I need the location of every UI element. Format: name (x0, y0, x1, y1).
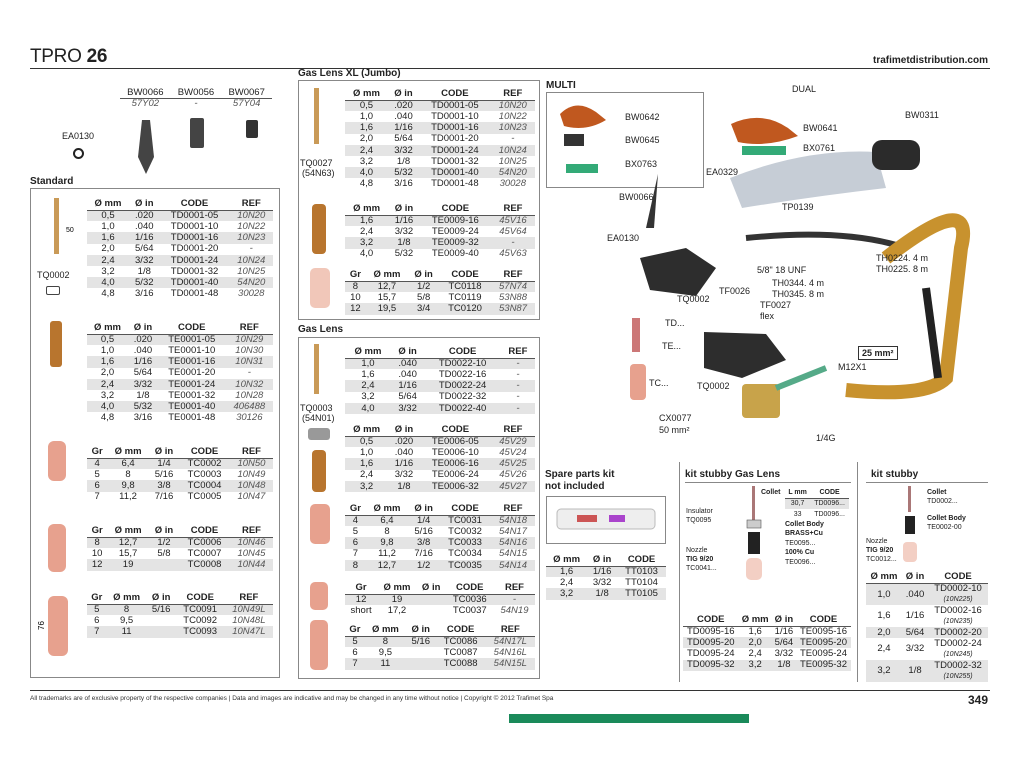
nozzle-icon (630, 364, 646, 400)
part-label: BX0763 (625, 159, 658, 169)
standard-collet-table: Ø mm Ø in CODE REF 0,5 .020 TE0001-05 10N29 1,0 .040 TE0001-10 10N30 1,6 1/16 TE0001-16 10N31 2,0 5/64 TE0001-20 - 2,4 3/32 TE0001-24 10N32 3,2 1/8 TE0001-32 10N28 4,0 5/32 TE0001-40 406488 4,8 3/16 TE0001-48 30126 (87, 322, 273, 424)
collet-body-icon (50, 321, 62, 367)
kitstub-collet: Collet (927, 489, 947, 496)
standard-images (37, 196, 80, 666)
gaslens-nozzle-table-2: Gr Ø mm Ø in CODE REF 12 19 TC0036 - short 17,2 TC0037 54N19 (345, 582, 535, 616)
part-label: TD... (665, 318, 685, 328)
dual-label: DUAL (792, 84, 817, 94)
switch-icon (564, 134, 584, 146)
page-number: 349 (967, 693, 988, 707)
jumbo-nozzle-table: Gr Ø mm Ø in CODE REF 8 12,7 1/2 TC0118 57N74 10 15,7 5/8 TC0119 53N88 12 19,5 3/4 TC0120 53N87 (345, 269, 535, 315)
part-label: BX0761 (803, 143, 836, 153)
part-label: TQ0002 (677, 294, 710, 304)
kitgas-body4: 100% Cu (785, 549, 815, 556)
spare-table: Ø mm Ø in CODE 1,6 1/16 TT0103 2,4 3/32 TT0104 3,2 1/8 TT0105 (546, 554, 666, 600)
length-76-label: 76 (37, 621, 46, 630)
kitstub-nozzle: Nozzle (866, 538, 888, 545)
part-label: TF0027 (760, 300, 792, 310)
nozzle-icon (48, 441, 66, 481)
divider (866, 482, 988, 483)
kitgas-body2: BRASS+Cu (785, 530, 823, 537)
cable-section-badge: 25 mm² (858, 346, 898, 360)
part-label: TH0224. 4 m (876, 253, 929, 263)
kitgas-insulator-code: TQ0095 (686, 517, 712, 524)
oring-icon (73, 148, 84, 159)
long-cap-icon (138, 120, 154, 174)
part-label: BW0641 (803, 123, 838, 133)
dual-handle-icon (731, 118, 798, 144)
divider (857, 462, 858, 682)
jumbo-electrode-table: Ø mm Ø in CODE REF 0,5 .020 TD0001-05 10N20 1,0 .040 TD0001-10 10N22 1,6 1/16 TD0001-16 10N23 2,0 5/64 TD0001-20 - 2,4 3/32 TD0001-24 10N24 3,2 1/8 TD0001-32 10N25 4,0 5/32 TD0001-40 54N20 4,8 3/16 TD0001-48 30028 (345, 88, 535, 190)
part-label: EA0329 (706, 167, 739, 177)
short-cap-icon (246, 120, 258, 138)
part-label: BW0066 (619, 192, 654, 202)
length-label: 50 (66, 227, 74, 234)
torch-head-icon (640, 248, 716, 296)
electrode-icon (632, 318, 640, 352)
insulator-icon (308, 428, 330, 440)
connector-icon (742, 384, 780, 418)
kitgas-body: Collet Body (785, 521, 824, 528)
part-label: 5/8" 18 UNF (757, 265, 807, 275)
part-label: TH0225. 8 m (876, 264, 929, 274)
kitstub-collet-code: TD0002... (927, 498, 958, 505)
part-label: BW0645 (625, 135, 660, 145)
tq-code: TQ0002 (37, 270, 70, 280)
spare-label-1: Spare parts kit (545, 469, 615, 480)
kitgas-insulator: Insulator (686, 508, 713, 515)
kitgas-collet: Collet (761, 489, 781, 496)
part-label: 50 mm² (659, 425, 690, 435)
standard-nozzle-table: Gr Ø mm Ø in CODE REF 4 6,4 1/4 TC0002 10N50 5 8 5/16 TC0003 10N49 6 9,8 3/8 TC0004 10N48 7 11,2 7/16 TC0005 10N47 (87, 446, 273, 503)
part-label: TF0026 (719, 286, 751, 296)
footer-disclaimer: All trademarks are of exclusive property of the respective companies | Data and images are indicative and may be changed in any time without notice | Copyright © 2012 Trafimet Spa (30, 695, 554, 702)
spare-kit-image (546, 496, 666, 544)
nozzle-icon (310, 504, 330, 544)
kitstub-label: kit stubby (871, 469, 919, 480)
handle-body-icon (730, 152, 886, 208)
part-label: TH0345. 8 m (772, 289, 825, 299)
kitgas-label: kit stubby Gas Lens (685, 469, 781, 480)
kitgas-tig: TIG 9/20 (686, 556, 714, 563)
kitgas-nozzle-code: TC0041... (686, 565, 717, 572)
gaslens-nozzle-table: Gr Ø mm Ø in CODE REF 4 6,4 1/4 TC0031 54N18 5 8 5/16 TC0032 54N17 6 9,8 3/8 TC0033 54N16 7 11,2 7/16 TC0034 54N15 8 12,7 1/2 TC0035 54N14 (345, 503, 535, 571)
part-label: TQ0002 (697, 381, 730, 391)
kitstub-table: Ø mm Ø in CODE 1,0 .040 TD0002-10 (10N225) 1,6 1/16 TD0002-16 (10N235) 2,0 5/64 TD0002-20 2,4 3/32 TD0002-24 (10N245) 3,2 1/8 TD0002-32 (10N255) (866, 571, 988, 682)
jumbo-images (302, 86, 342, 316)
part-label: TC... (649, 378, 669, 388)
multi-label: MULTI (546, 80, 576, 91)
site-url[interactable]: trafimetdistribution.com (872, 55, 988, 66)
divider (30, 68, 990, 69)
jumbo-tq: TQ0027 (300, 158, 333, 168)
gaslens-nozzle-table-3: Gr Ø mm Ø in CODE REF 5 8 5/16 TC0086 54N17L 6 9,5 TC0087 54N16L 7 11 TC0088 54N15L (345, 624, 535, 670)
kitgas-images (742, 486, 766, 586)
part-label: EA0130 (607, 233, 640, 243)
part-label: M12X1 (838, 362, 867, 372)
flex-head-icon (704, 332, 786, 378)
part-label: CX0077 (659, 413, 692, 423)
kitgas-nozzle: Nozzle (686, 547, 708, 554)
gas-lens-body-icon (312, 204, 326, 254)
part-label: flex (760, 311, 775, 321)
divider (679, 462, 680, 682)
electrode-icon (314, 344, 319, 394)
jumbo-label: Gas Lens XL (Jumbo) (298, 68, 401, 79)
gaslens-images (302, 342, 342, 677)
part-label: TE... (662, 341, 682, 351)
torch-diagram (546, 78, 996, 448)
part-label: TH0344. 4 m (772, 278, 825, 288)
medium-cap-icon (190, 118, 204, 148)
pcb-icon (566, 164, 598, 173)
kitstub-body-code: TE0002-00 (927, 524, 962, 531)
standard-label: Standard (30, 176, 74, 187)
standard-nozzle-table-2: Gr Ø mm Ø in CODE REF 8 12,7 1/2 TC0006 10N46 10 15,7 5/8 TC0007 10N45 12 19 TC0008 10N44 (87, 525, 273, 571)
jumbo-tq-sub: (54N63) (302, 168, 335, 178)
nozzle-long-icon (310, 620, 328, 670)
kitstub-tig: TIG 9/20 (866, 547, 894, 554)
part-label: 1/4G (816, 433, 836, 443)
kitgas-collet-table: L mm CODE 30,7 TD0096... 33 TD0096... (785, 487, 849, 520)
kitstub-body: Collet Body (927, 515, 966, 522)
kitgas-table: CODE Ø mm Ø in CODE TD0095-16 1,6 1/16 TE0095-16 TD0095-20 2,0 5/64 TE0095-20 TD0095-24 2,4 3/32 TE0095-24 TD0095-32 3,2 1/8 TE0095-32 (683, 614, 851, 671)
jumbo-nozzle-icon (310, 268, 330, 308)
back-cap-images (120, 112, 280, 182)
back-cap-icon (872, 140, 920, 170)
divider (685, 482, 851, 483)
accent-bar (509, 714, 749, 723)
nozzle-xl-icon (48, 596, 68, 656)
part-label: BW0642 (625, 112, 660, 122)
electrode-icon (314, 88, 319, 144)
standard-nozzle-table-3: Gr Ø mm Ø in CODE REF 5 8 5/16 TC0091 10N49L 6 9,5 TC0092 10N48L 7 11 TC0093 10N47L (87, 592, 273, 638)
part-label: BW0311 (905, 110, 939, 120)
divider (30, 690, 990, 691)
insulator-icon (46, 286, 60, 295)
spare-label-2: not included (545, 481, 605, 492)
kitgas-body3: TE0095... (785, 540, 816, 547)
top-codes: BW0066 BW0056 BW0067 57Y02 - 57Y04 (120, 87, 272, 109)
kitstub-images (900, 486, 920, 564)
electrode-icon (54, 198, 59, 254)
gaslens-tq: TQ0003 (300, 403, 333, 413)
kitgas-body5: TE0096... (785, 559, 816, 566)
gas-lens-body-icon (312, 450, 326, 492)
nozzle-long-icon (48, 524, 66, 572)
jumbo-gaslens-table: Ø mm Ø in CODE REF 1,6 1/16 TE0009-16 45V16 2,4 3/32 TE0009-24 45V64 3,2 1/8 TE0009-32 - 4,0 5/32 TE0009-40 45V63 (345, 203, 535, 260)
page-title: TPRO 26 (30, 46, 108, 67)
standard-electrode-table: Ø mm Ø in CODE REF 0,5 .020 TD0001-05 10N20 1,0 .040 TD0001-10 10N22 1,6 1/16 TD0001-16 10N23 2,0 5/64 TD0001-20 - 2,4 3/32 TD0001-24 10N24 3,2 1/8 TD0001-32 10N25 4,0 5/32 TD0001-40 54N20 4,8 3/16 TD0001-48 30028 (87, 198, 273, 300)
nozzle-short-icon (310, 582, 328, 610)
gaslens-body-table: Ø mm Ø in CODE REF 0,5 .020 TE0006-05 45V29 1,0 .040 TE0006-10 45V24 1,6 1/16 TE0006-16 45V25 2,4 3/32 TE0006-24 45V26 3,2 1/8 TE0006-32 45V27 (345, 424, 535, 492)
dual-pcb-icon (742, 146, 786, 155)
cable-icon (746, 235, 906, 248)
part-label: TP0139 (782, 202, 814, 212)
gaslens-electrode-table: Ø mm Ø in CODE REF 1,0 .040 TD0022-10 - 1,6 .040 TD0022-16 - 2,4 1/16 TD0022-24 - 3,2 5/64 TD0022-32 - 4,0 3/32 TD0022-40 - (345, 346, 535, 414)
kitstub-nozzle-code: TC0012... (866, 556, 897, 563)
gaslens-label: Gas Lens (298, 324, 344, 335)
ea-code: EA0130 (62, 131, 95, 141)
gaslens-tq-sub: (54N01) (302, 413, 335, 423)
multi-handle-icon (560, 105, 606, 128)
